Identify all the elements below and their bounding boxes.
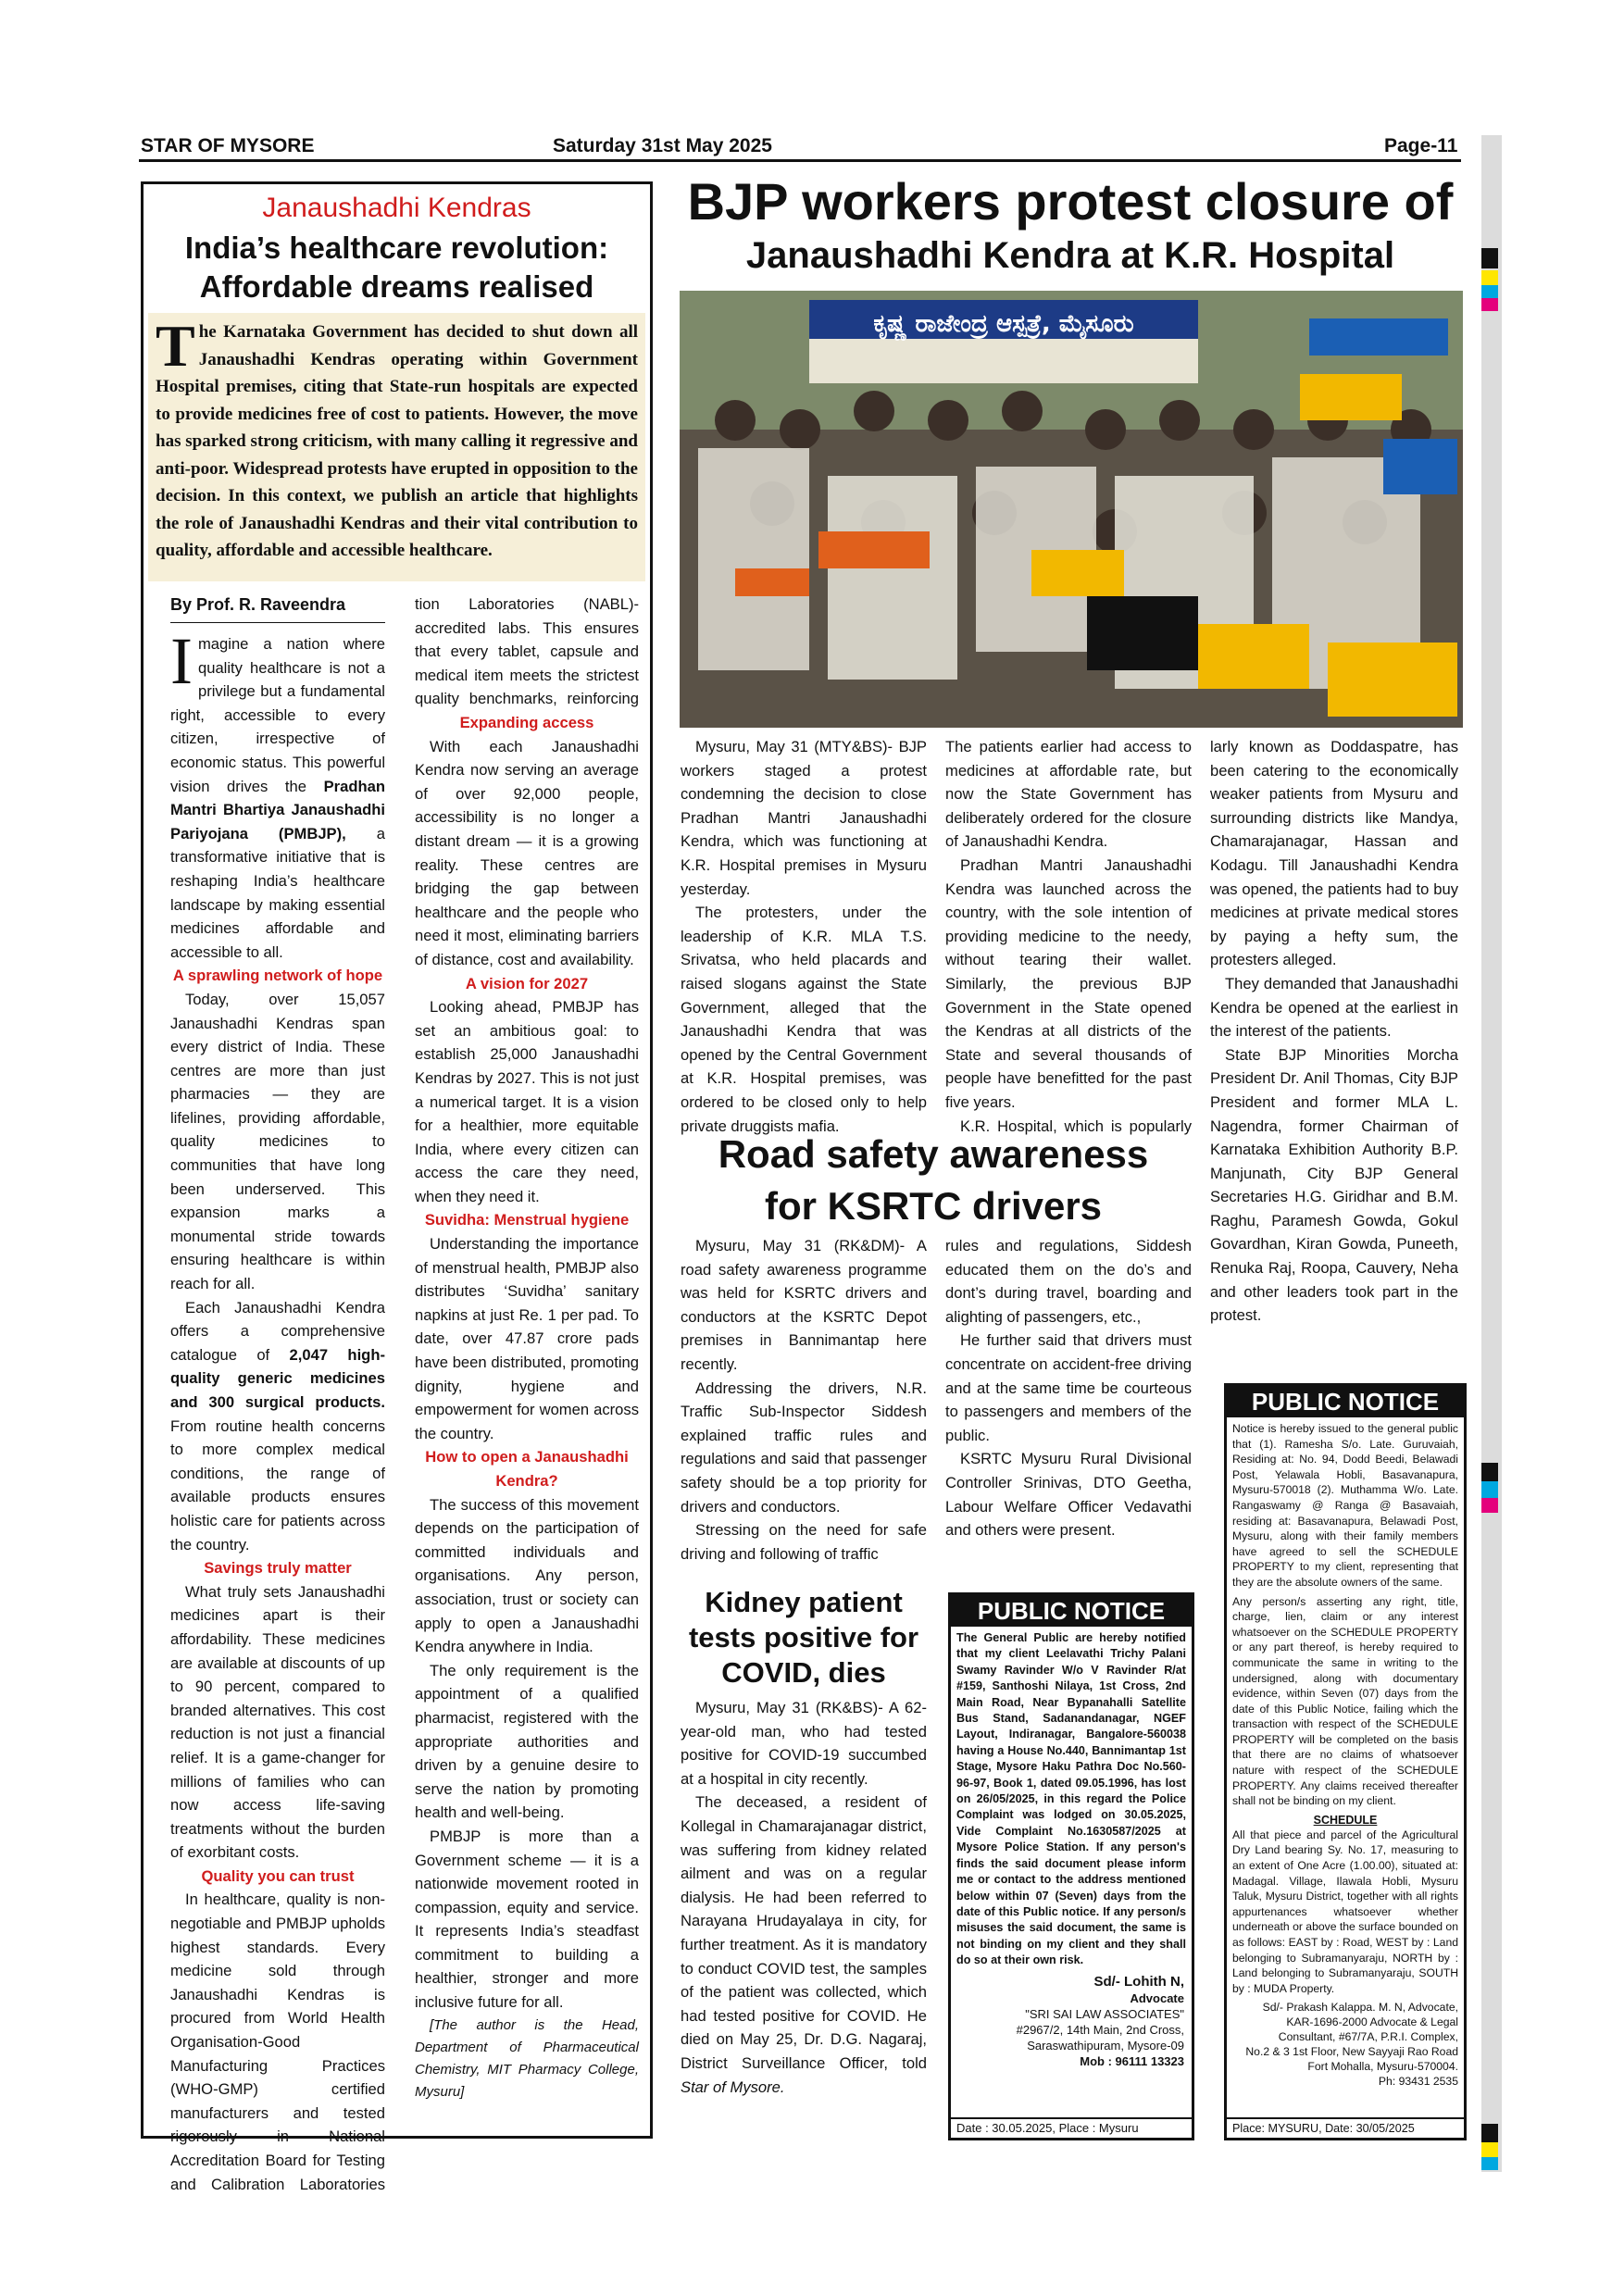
notice1-firm: "SRI SAI LAW ASSOCIATES" bbox=[1025, 2006, 1184, 2021]
p9: The success of this movement depends on the participation of committed individuals and organisations. Any person, association, trust or society can apply to open a Janaushadhi Kendra anywhere in India. bbox=[415, 1495, 639, 1656]
byline-rule bbox=[170, 622, 385, 623]
notice1-body: The General Public are hereby notified that my client Leelavathi Trichy Palani Swamy Ravinder W/o V Ravinder R/at #159, Santhoshi Nilaya, 1st Cross, 2nd Main Road, Near Bypanahalli Satellite Bus Stand, Sadanandanagar, NGEF Layout, Indiranagar, Bangalore-560038 having a House No.440, Bannimantap 1st Stage, Mysore Haku Pathra Doc No.560-96-97, Book 1, dated 09.05.1996, has lost on 26/05/2025, in this regard the Police Complaint was lodged on 30.05.2025, Vide Complaint No.1630587/2025 at Mysore Police Station. If any person's finds the said document please inform me or contact to the address mentioned below within 07 (Seven) days from the date of this Public notice. If any person/s misuses the said document, the same is not binding on my client and they shall do so at their own risk. bbox=[956, 1631, 1186, 1967]
kidney-headline-line2: tests positive for bbox=[688, 1621, 919, 1653]
subhead-how-to-open: How to open a Janaushadhi Kendra? bbox=[425, 1448, 629, 1490]
page-number: Page-11 bbox=[1384, 135, 1458, 156]
road-headline-line1: Road safety awareness bbox=[718, 1132, 1149, 1176]
public-notice-property bbox=[1224, 1383, 1467, 2140]
notice2-footer: Place: MYSURU, Date: 30/05/2025 bbox=[1227, 2117, 1464, 2138]
kidney-headline-line1: Kidney patient bbox=[705, 1586, 903, 1618]
road-p3: Stressing on the need for safe driving and following of traffic bbox=[681, 1521, 927, 1563]
byline: By Prof. R. Raveendra bbox=[170, 595, 346, 614]
lead-column-3 bbox=[1210, 735, 1458, 1328]
subhead-suvidha: Suvidha: Menstrual hygiene bbox=[424, 1211, 630, 1229]
notice1-role: Advocate bbox=[1130, 1990, 1184, 2005]
p3b: From routine health concerns to more complex medical conditions, the range of available products ensures holistic care for patients across the country. bbox=[170, 1416, 385, 1554]
feature-headline-line2: Affordable dreams realised bbox=[199, 269, 594, 304]
notice2-addr4: Fort Mohalla, Mysuru-570004. bbox=[1307, 2060, 1458, 2074]
paper-name: STAR OF MYSORE bbox=[141, 135, 315, 156]
feature-intro-box bbox=[148, 313, 645, 581]
protest-photo-illustration bbox=[680, 291, 1463, 728]
p11: PMBJP is more than a Government scheme — it is a nationwide movement rooted in compassion, equity and service. It represents India’s steadfast commitment to building a healthier, stronger and more inclusive future for all. bbox=[415, 1827, 639, 2012]
p6: With each Janaushadhi Kendra now serving an average of over 92,000 people, accessibility is no longer a distant dream — it is a growing reality. These centres are bridging the gap between healthcare and the people who need it most, eliminating barriers of distance, cost and availability. bbox=[415, 737, 639, 968]
road-p2: Addressing the drivers, N.R. Traffic Sub-Inspector Siddesh explained traffic rules and regulations and said that passenger safety should be a top priority for drivers and conductors. bbox=[681, 1379, 927, 1516]
lead-p5-continued: larly known as Doddaspatre, has been catering to the economically weaker patients from Mysuru and surrounding districts like Mandya, Chamarajanagar, Hassan and Kodagu. Till Janaushadhi Kendra was opened, the patients had to buy medicines at private medical stores by paying a hefty sum, the protesters alleged. bbox=[1210, 738, 1458, 969]
registration-mark bbox=[1481, 2124, 1498, 2142]
lead-column-1 bbox=[681, 735, 927, 1138]
kidney-p2: The deceased, a resident of Kollegal in Chamarajanagar district, was suffering from kidney related ailment and was on a regular dialysis. He had been referred to Narayana Hrudayalaya in city, for further treatment. As it is mandatory to conduct COVID test, the samples of the patient was collected, which had tested positive for COVID. He died on May 25, Dr. D.G. Nagaraj, District Surveillance Officer, told bbox=[681, 1793, 927, 2072]
registration-mark bbox=[1481, 270, 1498, 285]
registration-mark bbox=[1481, 2157, 1498, 2170]
subhead-network: A sprawling network of hope bbox=[172, 967, 383, 985]
p3-bold: 2,047 high-quality generic medicines and 300 surgical products. bbox=[170, 1345, 385, 1411]
feature-column-1 bbox=[170, 593, 385, 2195]
registration-mark bbox=[1481, 248, 1498, 268]
p2: Today, over 15,057 Janaushadhi Kendras span every district of India. These centres are more than just pharmacies — they are lifelines, providing affordable, quality medicines to communities that have long been underserved. This expansion marks a monumental stride towards ensuring healthcare is within reach for all. bbox=[170, 990, 385, 1293]
lead-column-2 bbox=[945, 735, 1192, 1139]
photo-banner-text: ಕೃಷ್ಣ ರಾಜೇಂದ್ರ ಆಸ್ಪತ್ರೆ, ಮೈಸೂರು bbox=[873, 310, 1134, 338]
article-dropcap: I bbox=[170, 624, 193, 698]
p8: Understanding the importance of menstrual health, PMBJP also distributes ‘Suvidha’ sanitary napkins at just Re. 1 per pad. To date, over 47.87 crore pads have been distributed, promoting dignity, hygiene and empowerment for women across the country. bbox=[415, 1235, 639, 1442]
lead-p3: The patients earlier had access to medicines at affordable rate, but now the State Government has deliberately ordered for the closure of Janaushadhi Kendra. bbox=[945, 738, 1192, 851]
lead-p1: Mysuru, May 31 (MTY&BS)- BJP workers staged a protest condemning the decision to close Pradhan Mantri Janaushadhi Kendra, which was functioning at K.R. Hospital premises in Mysuru yesterday. bbox=[681, 738, 927, 898]
public-notice-lost-document bbox=[948, 1592, 1194, 2140]
feature-headline-line1: India’s healthcare revolution: bbox=[184, 231, 609, 265]
registration-mark bbox=[1481, 1481, 1498, 1498]
notice2-sign: Sd/- Prakash Kalappa. M. N, Advocate, bbox=[1262, 2001, 1458, 2015]
registration-mark bbox=[1481, 1463, 1498, 1481]
lead-p5: K.R. Hospital, which is popularly bbox=[960, 1117, 1192, 1135]
registration-mark bbox=[1481, 285, 1498, 298]
p10: The only requirement is the appointment of a qualified pharmacist, registered with the appropriate authorities and driven by a genuine desire to serve the nation by promoting health and well-being. bbox=[415, 1661, 639, 1822]
issue-date: Saturday 31st May 2025 bbox=[553, 135, 772, 156]
road-p5: KSRTC Mysuru Rural Divisional Controller Srinivas, DTO Geetha, Labour Welfare Officer Vedavathi and others were present. bbox=[945, 1450, 1192, 1540]
road-p4: He further said that drivers must concentrate on accident-free driving and at the same time be courteous to passengers and members of the public. bbox=[945, 1331, 1192, 1444]
notice1-addr2: Saraswathipuram, Mysore-09 bbox=[1027, 2038, 1184, 2053]
lead-headline-line1: BJP workers protest closure of bbox=[687, 172, 1454, 231]
notice1-addr1: #2967/2, 14th Main, 2nd Cross, bbox=[1016, 2022, 1184, 2037]
p1-end: a transformative initiative that is reshaping India’s healthcare landscape by making essential medicines affordable and accessible to all. bbox=[170, 824, 385, 961]
feature-kicker: Janaushadhi Kendras bbox=[262, 193, 531, 223]
kidney-headline-line3: COVID, dies bbox=[721, 1656, 886, 1689]
p7: Looking ahead, PMBJP has set an ambitious goal: to establish 25,000 Janaushadhi Kendras by 2027. This is not just a numerical target. It is a vision for a healthier, more equitable India, where every citizen can access the care they need, when they need it. bbox=[415, 998, 639, 1205]
notice2-body: Notice is hereby issued to the general public that (1). Ramesha S/o. Late. Guruvaiah, Residing at: No. 94, Dodd Beedi, Belawadi Post, Yelawala Hobli, Basavanapura, Mysuru-570018 (2). Muthamma W/o. Late. Rangaswamy @ Ranga @ Basavaiah, residing at: Basavanapura, Belawadi Post, Mysuru, along with their family members have agreed to sell the SCHEDULE PROPERTY to my client, representing that they are the absolute owners of the same. bbox=[1232, 1422, 1458, 1589]
lead-p6: They demanded that Janaushadhi Kendra be opened at the earliest in the interest of the patients. bbox=[1210, 974, 1458, 1041]
gutter-strip bbox=[1481, 135, 1502, 2172]
road-column-2 bbox=[945, 1234, 1192, 1542]
p1: magine a nation where quality healthcare is not a privilege but a fundamental right, accessible to every citizen, irrespective of economic status. This powerful vision drives the bbox=[170, 635, 385, 795]
road-headline-line2: for KSRTC drivers bbox=[764, 1184, 1103, 1228]
p3a: Each Janaushadhi Kendra offers a comprehensive catalogue of bbox=[170, 1298, 385, 1364]
notice2-addr2: Consultant, #67/7A, P.R.I. Complex, bbox=[1278, 2030, 1458, 2044]
notice2-body2: Any person/s asserting any right, title, charge, lien, claim or any interest whatsoever on the SCHEDULE PROPERTY or any part thereof, is hereby required to communicate the same in writing to the undersigned, along with documentary evidence, within Seven (07) days from the date of this Public Notice, failing which the transaction with respect of the SCHEDULE PROPERTY will be completed on the basis that there are no claims of whatsoever nature with respect of the SCHEDULE PROPERTY. Any claims received thereafter shall not be binding on my client. bbox=[1232, 1594, 1458, 1808]
subhead-vision: A vision for 2027 bbox=[465, 974, 589, 992]
kidney-p2-paper: Star of Mysore. bbox=[681, 2078, 785, 2096]
notice1-sign: Sd/- Lohith N, bbox=[1093, 1973, 1184, 1990]
notice2-phone: Ph: 93431 2535 bbox=[1378, 2075, 1458, 2089]
lead-p4: Pradhan Mantri Janaushadhi Kendra was launched across the country, with the sole intention of providing medicine to the needy, without tearing their wallet. Similarly, the previous BJP Government in the State opened the Kendras at all districts of the State and several thousands of people have benefitted for the past five years. bbox=[945, 855, 1192, 1111]
registration-mark bbox=[1481, 298, 1498, 311]
notice1-footer: Date : 30.05.2025, Place : Mysuru bbox=[951, 2117, 1192, 2138]
kidney-column bbox=[681, 1696, 927, 2099]
subhead-savings: Savings truly matter bbox=[204, 1559, 352, 1578]
feature-intro bbox=[156, 313, 638, 565]
subhead-access: Expanding access bbox=[459, 714, 594, 731]
intro-dropcap: T bbox=[156, 313, 195, 379]
registration-mark bbox=[1481, 2142, 1498, 2157]
p4: What truly sets Janaushadhi medicines apart is their affordability. These medicines are available at discounts of up to 90 percent, compared to branded alternatives. This cost reduction is not just a financial relief. It is a game-changer for millions of families who can now access life-saving treatments without the burden of exorbitant costs. bbox=[170, 1582, 385, 1862]
feature-column-2 bbox=[415, 593, 639, 2103]
registration-mark bbox=[1481, 1498, 1498, 1513]
lead-p2: The protesters, under the leadership of K.R. MLA T.S. Srivatsa, who held placards and raised slogans against the State Government, alleged that the Janaushadhi Kendra that was opened by the Central Government at K.R. Hospital premises, was ordered to be closed only to help private druggists mafia. bbox=[681, 904, 927, 1135]
notice2-schedule-title: SCHEDULE bbox=[1313, 1813, 1378, 1827]
notice1-mobile: Mob : 96111 13323 bbox=[1080, 2053, 1184, 2068]
subhead-quality: Quality you can trust bbox=[201, 1866, 355, 1885]
notice2-title: PUBLIC NOTICE bbox=[1227, 1386, 1464, 1417]
p5-continued: tion Laboratories (NABL)-accredited labs. This ensures that every tablet, capsule and medical item meets the strictest quality benchmarks, reinforcing bbox=[415, 595, 639, 708]
p1-bold: Pradhan Mantri Bhartiya Janaushadhi Pariyojana (PMBJP), bbox=[170, 777, 385, 842]
road-column-1 bbox=[681, 1234, 927, 1566]
author-footnote: [The author is the Head, Department of Pharmaceutical Chemistry, MIT Pharmacy College, Mysuru] bbox=[415, 2016, 639, 2100]
protest-photo bbox=[680, 291, 1463, 728]
intro-text: he Karnataka Government has decided to shut down all Janaushadhi Kendras operating within Government Hospital premises, citing that State-run hospitals are expected to provide medicines free of cost to patients. However, the move has sparked strong criticism, with many calling it regressive and anti-poor. Widespread protests have erupted in opposition to the decision. In this context, we publish an article that highlights the role of Janaushadhi Kendras and their vital contribution to quality, affordable and accessible healthcare. bbox=[156, 322, 638, 560]
masthead-rule bbox=[139, 159, 1461, 162]
notice2-addr1: KAR-1696-2000 Advocate & Legal bbox=[1286, 2015, 1458, 2029]
p5: In healthcare, quality is non-negotiable and PMBJP upholds highest standards. Every medicine sold through Janaushadhi Kendras is procured from World Health Organisation-Good Manufacturing Practices (WHO-GMP) certified manufacturers and tested rigorously in National Accreditation Board for Testing and Calibration Laboratories bbox=[170, 1890, 385, 2193]
road-p3-continued: rules and regulations, Siddesh educated them on the do’s and dont’s during travel, boarding and alighting of passengers, etc., bbox=[945, 1237, 1192, 1326]
road-p1: Mysuru, May 31 (RK&DM)- A road safety awareness programme was held for KSRTC drivers and conductors at the KSRTC Depot premises in Bannimantap here recently. bbox=[681, 1237, 927, 1373]
lead-p7: State BJP Minorities Morcha President Dr. Anil Thomas, City BJP President and former MLA L. Nagendra, former Chairman of Karnataka Exhibition Authority B.P. Manjunath, City BJP General Secretaries H.G. Giridhar and B.M. Raghu, Paramesh Gowda, Gokul Govardhan, Kiran Gowda, Puneeth, Renuka Raj, Roopa, Cauvery, Neha and other leaders took part in the protest. bbox=[1210, 1045, 1458, 1325]
lead-headline-line2: Janaushadhi Kendra at K.R. Hospital bbox=[745, 235, 1395, 276]
notice2-addr3: No.2 & 3 1st Floor, New Sayyaji Rao Road bbox=[1245, 2045, 1458, 2059]
kidney-p1: Mysuru, May 31 (RK&BS)- A 62-year-old man, who had tested positive for COVID-19 succumbed at a hospital in city recently. bbox=[681, 1699, 927, 1788]
notice2-schedule: All that piece and parcel of the Agricultural Dry Land bearing Sy. No. 17, measuring to an extent of One Acre (1.00.00), situated at: Madagal. Village, Ilawala Hobli, Mysuru Taluk, Mysuru District, together with all rights appurtenances whatsoever whether underneath or above the surface bounded on as follows: EAST by : Road, WEST by : Land belonging to Subramanyaraju, NORTH by : Land belonging to Subramanyaraju, SOUTH by : MUDA Property. bbox=[1232, 1828, 1458, 1995]
notice1-title: PUBLIC NOTICE bbox=[951, 1595, 1192, 1627]
